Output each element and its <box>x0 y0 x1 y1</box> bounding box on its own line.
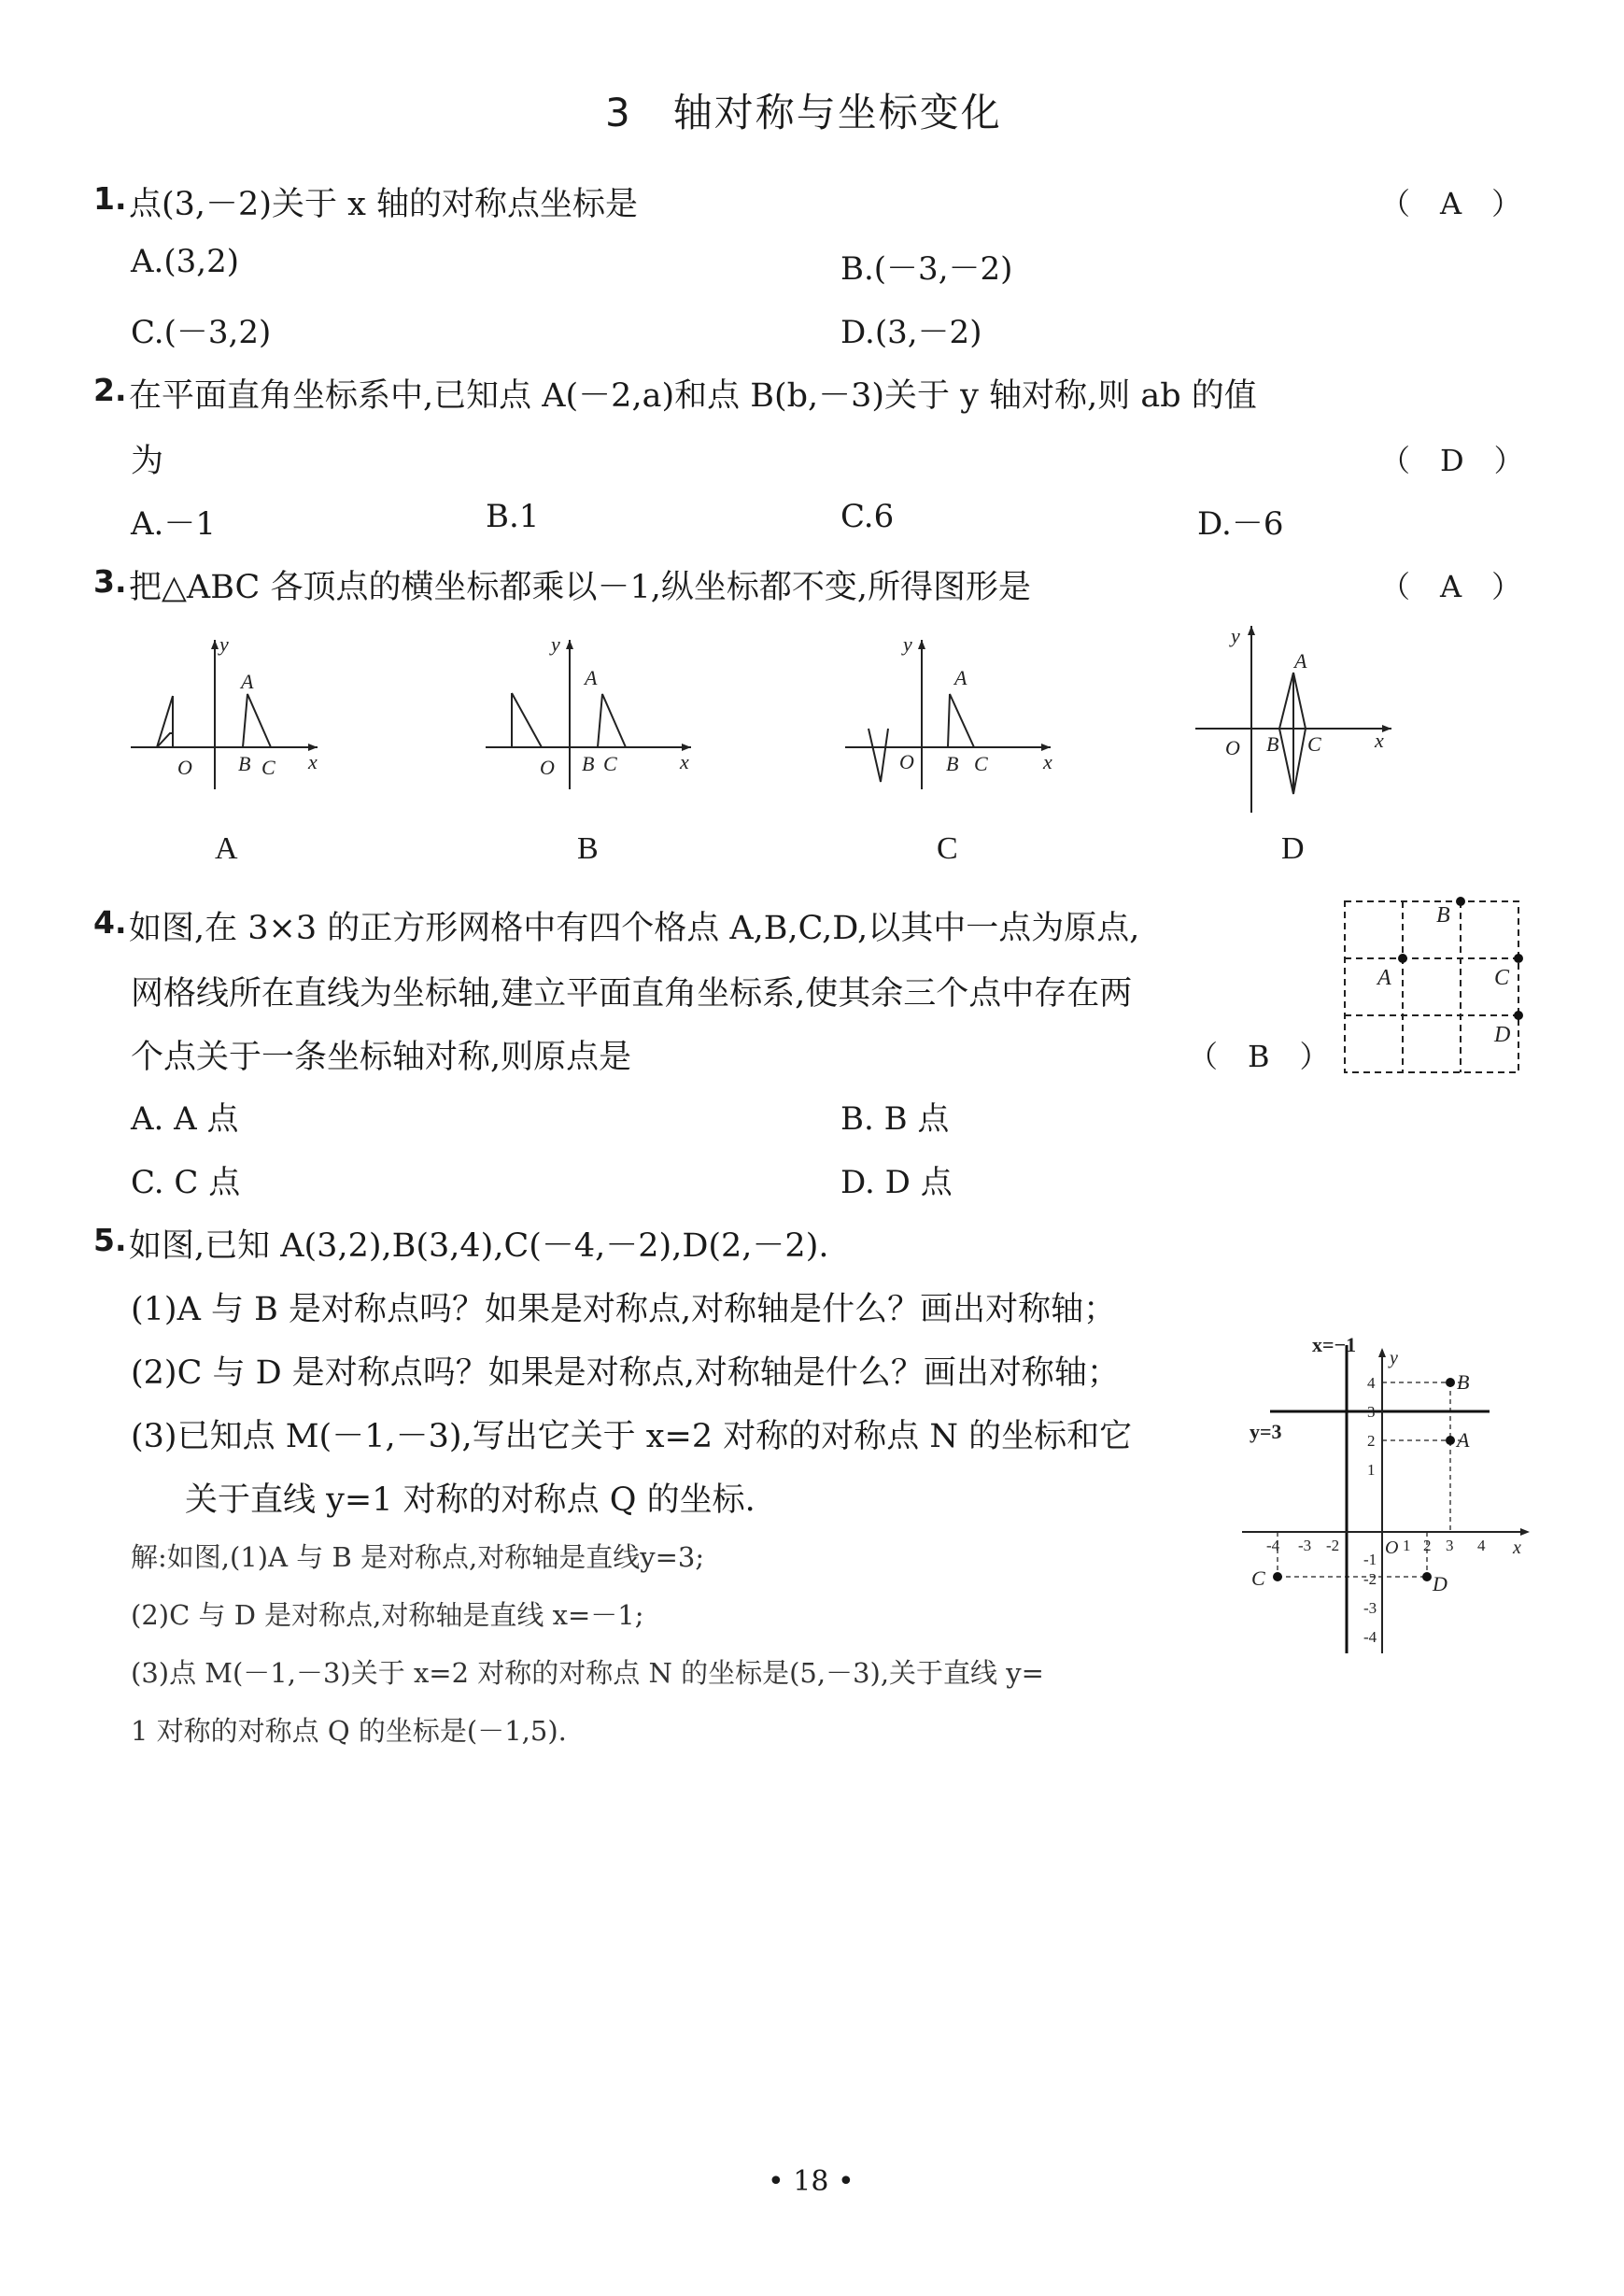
q5-point-a: A <box>1457 1428 1470 1452</box>
q1-option-b: B.(－3,－2) <box>840 250 1013 288</box>
q3a-b-label: B <box>238 752 251 775</box>
q5-xtick-m3: -3 <box>1298 1537 1312 1554</box>
q3d-o-label: O <box>1225 736 1240 759</box>
q3a-c-label: C <box>261 756 275 779</box>
q3-number: 3. <box>93 563 127 600</box>
page-number: • 18 • <box>768 2165 854 2198</box>
q3-figure-a <box>121 631 327 794</box>
q5-ytick-3: 3 <box>1367 1403 1376 1421</box>
q5-point-d: D <box>1433 1572 1447 1595</box>
q5-xtick-m2: -2 <box>1326 1537 1340 1554</box>
q5-point-c: C <box>1251 1566 1265 1590</box>
q5-solution-line4: 1 对称的对称点 Q 的坐标是(－1,5). <box>131 1715 567 1747</box>
q3d-b-label: B <box>1266 732 1279 756</box>
page-title: 3 轴对称与坐标变化 <box>605 90 1002 135</box>
q5-xtick-m4: -4 <box>1266 1537 1280 1554</box>
q2-option-a: A.－1 <box>131 505 216 543</box>
q5-solution-line2: (2)C 与 D 是对称点,对称轴是直线 x=－1; <box>131 1599 644 1631</box>
q3d-y-label: y <box>1231 624 1240 647</box>
q4-answer: （ B ） <box>1188 1039 1330 1074</box>
q4-option-d: D. D 点 <box>840 1164 953 1201</box>
q5-xtick-4: 4 <box>1477 1537 1486 1554</box>
q3-figure-b <box>476 631 700 794</box>
q5-ytick-4: 4 <box>1367 1374 1376 1392</box>
q5-origin: O <box>1385 1538 1399 1558</box>
q3-figure-c <box>836 631 1060 794</box>
q4-text-line3: 个点关于一条坐标轴对称,则原点是 <box>131 1039 632 1076</box>
q4-point-a: A <box>1377 966 1391 990</box>
q4-number: 4. <box>93 904 127 941</box>
q4-option-c: C. C 点 <box>131 1164 241 1201</box>
q5-part1: (1)A 与 B 是对称点吗？如果是对称点,对称轴是什么？画出对称轴； <box>131 1291 1117 1328</box>
q4-point-d: D <box>1494 1023 1511 1047</box>
q1-answer: （ A ） <box>1380 186 1522 221</box>
q1-option-c: C.(－3,2) <box>131 314 272 351</box>
q2-option-b: B.1 <box>486 498 540 535</box>
q4-option-b: B. B 点 <box>840 1100 950 1138</box>
q5-coordinate-figure <box>1233 1331 1541 1667</box>
q2-text-line1: 在平面直角坐标系中,已知点 A(－2,a)和点 B(b,－3)关于 y 轴对称,则 ab 的值 <box>129 377 1257 415</box>
q3c-x-label: x <box>1043 750 1052 773</box>
q3d-c-label: C <box>1307 732 1321 756</box>
q5-label-line-x: x=−1 <box>1312 1333 1357 1356</box>
q3a-y-label: y <box>219 632 229 656</box>
q4-point-c: C <box>1494 966 1510 990</box>
q3-label-b: B <box>577 831 599 866</box>
q2-number: 2. <box>93 372 127 408</box>
q5-solution-line1: 解:如图,(1)A 与 B 是对称点,对称轴是直线y=3; <box>131 1541 705 1573</box>
q3b-b-label: B <box>582 752 595 775</box>
q5-part2: (2)C 与 D 是对称点吗？如果是对称点,对称轴是什么？画出对称轴； <box>131 1354 1120 1392</box>
q5-ytick-m3: -3 <box>1363 1599 1377 1617</box>
q2-option-c: C.6 <box>840 498 895 535</box>
q5-axis-y: y <box>1390 1348 1398 1368</box>
q3d-a-label: A <box>1294 649 1307 673</box>
q4-option-a: A. A 点 <box>131 1100 239 1138</box>
q1-number: 1. <box>93 180 127 217</box>
q3-answer: （ A ） <box>1380 569 1522 604</box>
q3c-y-label: y <box>903 632 912 656</box>
q5-part3a: (3)已知点 M(－1,－3),写出它关于 x=2 对称的对称点 N 的坐标和它 <box>131 1418 1133 1455</box>
q4-text-line1: 如图,在 3×3 的正方形网格中有四个格点 A,B,C,D,以其中一点为原点, <box>129 910 1140 947</box>
q3-label-c: C <box>937 831 958 866</box>
q3a-a-label: A <box>241 670 254 693</box>
q4-point-b: B <box>1436 903 1450 928</box>
q5-xtick-1: 1 <box>1403 1537 1411 1554</box>
q3a-x-label: x <box>308 750 318 773</box>
q3b-x-label: x <box>680 750 689 773</box>
q5-solution-line3: (3)点 M(－1,－3)关于 x=2 对称的对称点 N 的坐标是(5,－3),关于直线 y= <box>131 1657 1044 1689</box>
q5-xtick-3: 3 <box>1446 1537 1454 1554</box>
q3-figure-d <box>1186 617 1401 817</box>
q5-number: 5. <box>93 1222 127 1258</box>
q2-answer: （ D ） <box>1380 443 1524 478</box>
q2-text-line2: 为 <box>131 443 164 480</box>
q5-ytick-m4: -4 <box>1363 1628 1377 1646</box>
q5-ytick-2: 2 <box>1367 1432 1376 1450</box>
q3b-o-label: O <box>540 756 555 779</box>
q1-option-a: A.(3,2) <box>131 243 239 280</box>
q1-text: 点(3,－2)关于 x 轴的对称点坐标是 <box>129 186 638 223</box>
q3c-a-label: A <box>954 666 967 689</box>
q4-text-line2: 网格线所在直线为坐标轴,建立平面直角坐标系,使其余三个点中存在两 <box>131 975 1133 1013</box>
q3-label-a: A <box>215 831 238 866</box>
q3-label-d: D <box>1281 831 1305 866</box>
q5-ytick-m2: -2 <box>1363 1570 1377 1588</box>
q3c-b-label: B <box>946 752 959 775</box>
q5-ytick-1: 1 <box>1367 1461 1376 1479</box>
q5-xtick-2: 2 <box>1423 1537 1432 1554</box>
q3b-a-label: A <box>585 666 598 689</box>
q3a-o-label: O <box>177 756 192 779</box>
q1-option-d: D.(3,－2) <box>840 314 982 351</box>
q4-grid-figure <box>1340 897 1527 1079</box>
q5-text: 如图,已知 A(3,2),B(3,4),C(－4,－2),D(2,－2). <box>129 1227 829 1265</box>
q2-option-d: D.－6 <box>1197 505 1284 543</box>
q5-point-b: B <box>1457 1370 1470 1394</box>
q3b-y-label: y <box>551 632 560 656</box>
q5-part3b: 关于直线 y=1 对称的对称点 Q 的坐标. <box>185 1481 756 1519</box>
q5-label-line-y: y=3 <box>1250 1420 1282 1443</box>
q5-ytick-m1: -1 <box>1363 1551 1377 1568</box>
q3c-o-label: O <box>899 750 914 773</box>
q5-axis-x: x <box>1513 1538 1521 1558</box>
q3-text: 把△ABC 各顶点的横坐标都乘以－1,纵坐标都不变,所得图形是 <box>129 569 1031 606</box>
q3d-x-label: x <box>1375 729 1384 752</box>
q3c-c-label: C <box>974 752 988 775</box>
q3b-c-label: C <box>603 752 617 775</box>
